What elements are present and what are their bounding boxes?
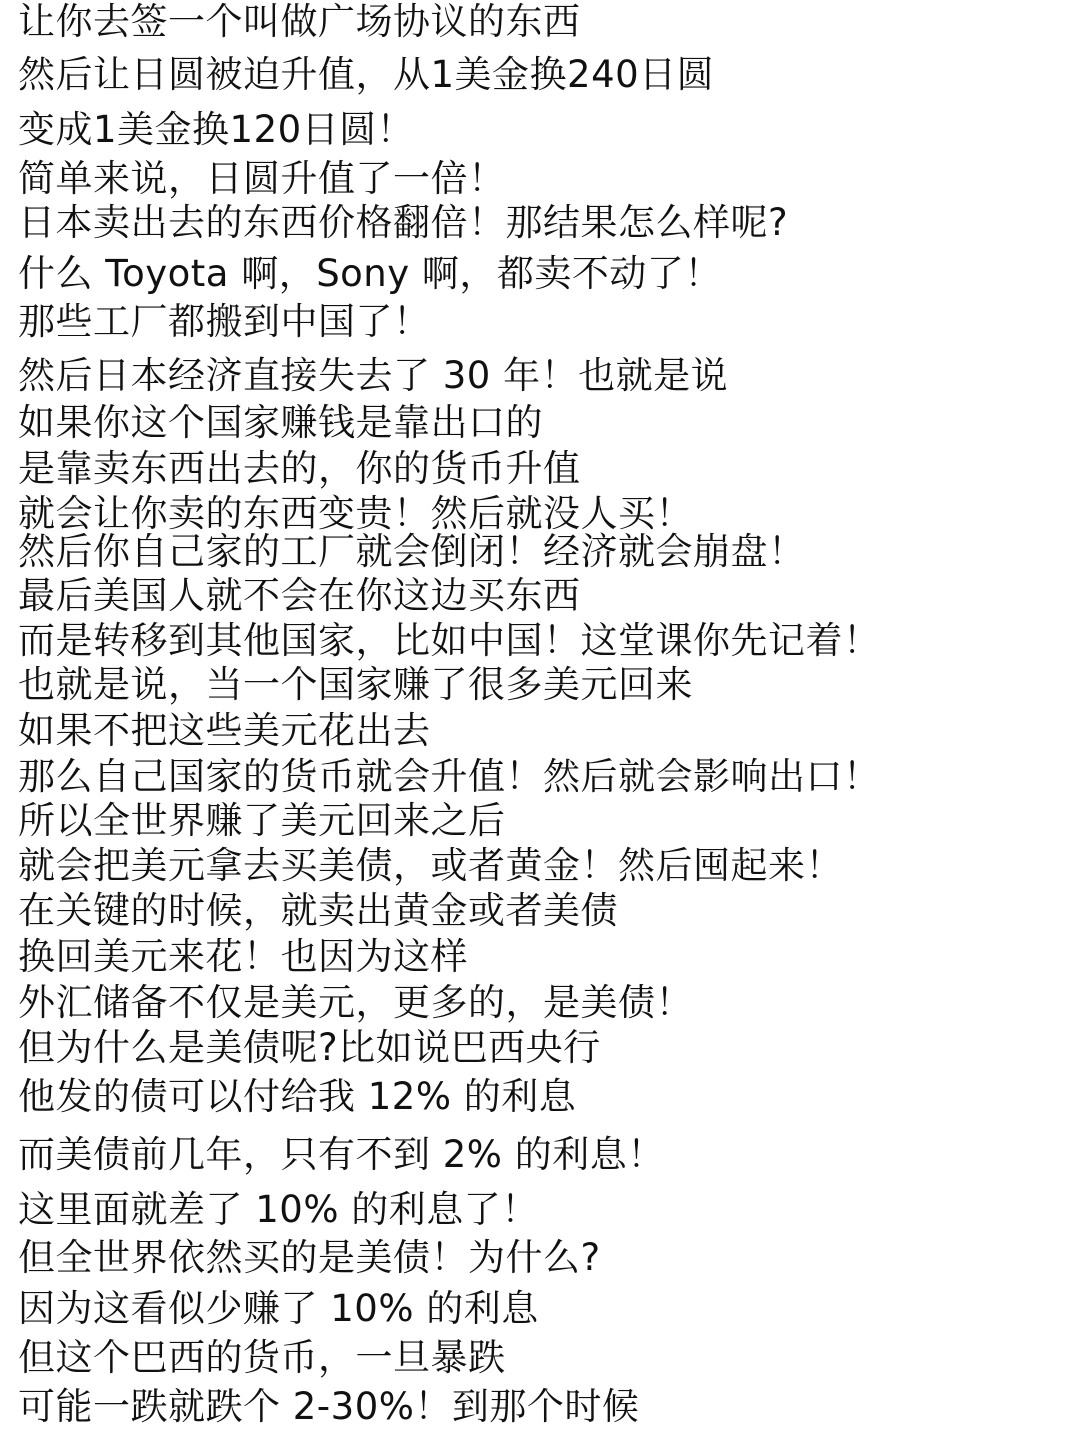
text-line: 就会让你卖的东西变贵！然后就没人买！ [18, 492, 693, 535]
text-line: 最后美国人就不会在你这边买东西 [18, 574, 581, 617]
text-line: 换回美元来花！也因为这样 [18, 935, 468, 978]
text-line: 但这个巴西的货币，一旦暴跌 [18, 1336, 506, 1379]
text-line: 让你去签一个叫做广场协议的东西 [18, 0, 581, 43]
text-line: 然后日本经济直接失去了 30 年！也就是说 [18, 354, 729, 397]
text-line: 但全世界依然买的是美债！为什么? [18, 1236, 601, 1279]
text-line: 什么 Toyota 啊，Sony 啊，都卖不动了！ [18, 252, 722, 295]
text-line: 也就是说，当一个国家赚了很多美元回来 [18, 663, 693, 706]
text-line: 在关键的时候，就卖出黄金或者美债 [18, 889, 618, 932]
text-line: 如果你这个国家赚钱是靠出口的 [18, 401, 543, 444]
text-line: 日本卖出去的东西价格翻倍！那结果怎么样呢? [18, 201, 789, 244]
text-line: 但为什么是美债呢?比如说巴西央行 [18, 1026, 601, 1069]
text-line: 外汇储备不仅是美元，更多的，是美债！ [18, 981, 693, 1024]
text-line: 那些工厂都搬到中国了！ [18, 300, 431, 343]
text-line: 这里面就差了 10% 的利息了！ [18, 1188, 539, 1231]
text-line: 而美债前几年，只有不到 2% 的利息！ [18, 1133, 665, 1176]
text-line: 然后让日圆被迫升值，从1美金换240日圆 [18, 53, 715, 96]
text-line: 如果不把这些美元花出去 [18, 709, 431, 752]
text-line: 简单来说，日圆升值了一倍！ [18, 157, 506, 200]
text-line: 他发的债可以付给我 12% 的利息 [18, 1075, 577, 1118]
text-line: 是靠卖东西出去的，你的货币升值 [18, 447, 581, 490]
text-line: 因为这看似少赚了 10% 的利息 [18, 1287, 539, 1330]
text-line: 而是转移到其他国家，比如中国！这堂课你先记着！ [18, 619, 881, 662]
text-line: 就会把美元拿去买美债，或者黄金！然后囤起来！ [18, 844, 843, 887]
text-line: 然后你自己家的工厂就会倒闭！经济就会崩盘！ [18, 530, 806, 573]
text-line: 那么自己国家的货币就会升值！然后就会影响出口！ [18, 755, 881, 798]
text-line: 可能一跌就跌个 2-30%！到那个时候 [18, 1385, 640, 1428]
text-line: 所以全世界赚了美元回来之后 [18, 799, 506, 842]
text-line: 变成1美金换120日圆！ [18, 108, 415, 151]
